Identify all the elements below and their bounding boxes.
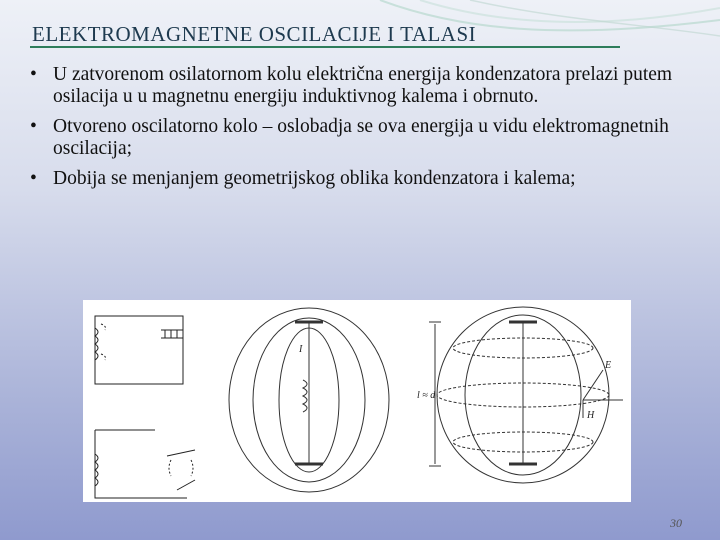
dipole-antenna-icon [429, 307, 623, 483]
capacitor-icon [161, 330, 183, 338]
slide-title: ELEKTROMAGNETNE OSCILACIJE I TALASI [32, 22, 477, 46]
e-field-label: E [605, 360, 612, 371]
bullet-text: U zatvorenom osilatornom kolu električna energija kondenzatora prelazi putem osilacija u u magnetnu energiju induktivnog kalema i obrnuto. [53, 64, 673, 107]
bullet-list [30, 64, 700, 198]
bullet-item [30, 116, 700, 160]
closed-lc-circuit [95, 316, 183, 384]
opening-lc-circuit [95, 430, 195, 498]
bullet-item [30, 64, 700, 108]
bullet-item [30, 168, 700, 190]
oscillator-diagram [83, 300, 631, 502]
bullet-icon: • [30, 64, 37, 85]
h-field-label: H [587, 410, 595, 421]
bullet-icon: • [30, 116, 37, 137]
bullet-icon: • [30, 168, 37, 189]
current-label: I [299, 344, 303, 355]
dipole-field-lines [229, 308, 389, 492]
bullet-text: Otvoreno oscilatorno kolo – oslobadja se ova energija u vidu elektromagnetnih oscilacija; [53, 116, 669, 159]
page-number: 30 [670, 516, 682, 530]
title-underline [30, 46, 620, 48]
bullet-text: Dobija se menjanjem geometrijskog oblika kondenzatora i kalema; [53, 168, 576, 189]
height-label: l ≈ d [417, 390, 436, 401]
oscillator-circuit-figure [83, 300, 631, 502]
